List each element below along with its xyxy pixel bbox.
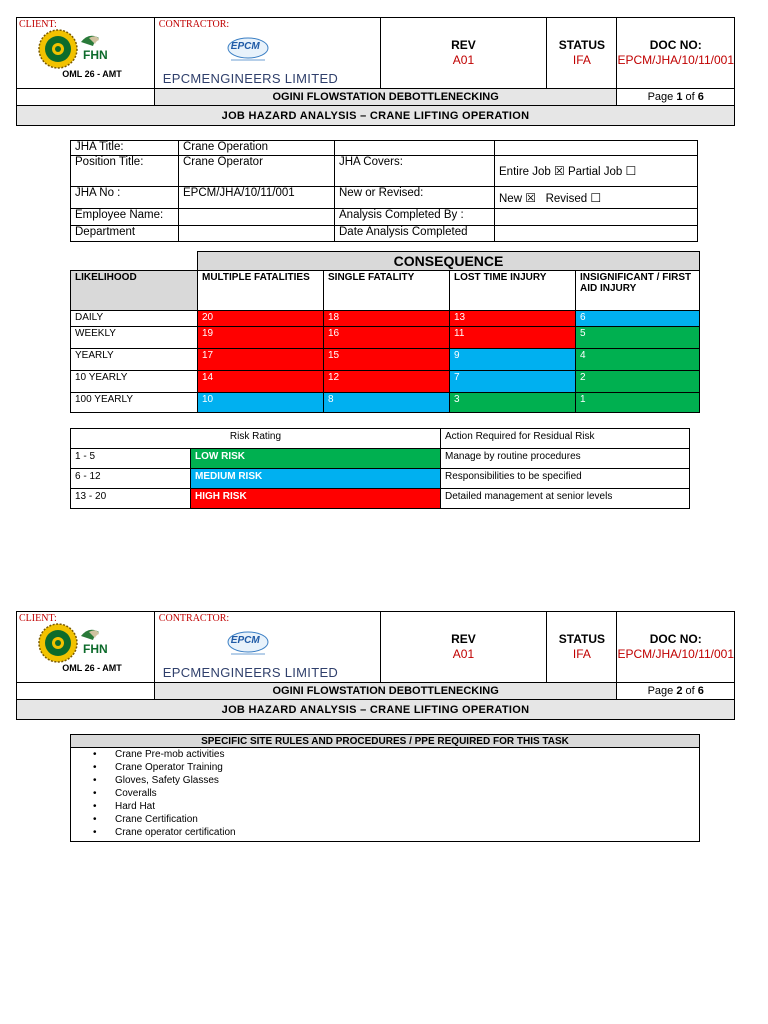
rev-value: A01	[452, 647, 475, 661]
risk-range: 1 - 5	[71, 449, 191, 469]
date-analysis-label: Date Analysis Completed	[335, 226, 495, 242]
risk-rating-table	[70, 428, 690, 509]
employee-name-value[interactable]	[179, 209, 335, 226]
col-single-fatality: SINGLE FATALITY	[324, 271, 450, 311]
doc-label: DOC NO:	[649, 632, 702, 646]
matrix-cell: 12	[324, 371, 450, 393]
risk-range: 13 - 20	[71, 489, 191, 509]
analysis-completed-value[interactable]	[495, 209, 698, 226]
matrix-cell: 1	[576, 393, 700, 413]
status-value: IFA	[572, 647, 591, 661]
page-number: Page 2 of 6	[617, 683, 735, 700]
fhn-logo-text: FHN	[83, 642, 108, 656]
page-2-header	[16, 611, 735, 720]
rev-cell	[380, 612, 547, 683]
doc-cell	[617, 18, 735, 89]
client-logo	[37, 28, 127, 68]
rev-label: REV	[451, 38, 476, 52]
page-number: Page 1 of 6	[617, 89, 735, 106]
site-rules-heading: SPECIFIC SITE RULES AND PROCEDURES / PPE REQUIRED FOR THIS TASK	[71, 735, 700, 748]
jha-no-label: JHA No :	[71, 187, 179, 209]
matrix-cell: 8	[324, 393, 450, 413]
risk-action: Detailed management at senior levels	[441, 489, 690, 509]
status-label: STATUS	[558, 38, 605, 52]
contractor-cell	[154, 18, 380, 89]
document-title: JOB HAZARD ANALYSIS – CRANE LIFTING OPERATION	[17, 106, 735, 126]
matrix-cell: 3	[450, 393, 576, 413]
status-cell	[547, 612, 617, 683]
department-label: Department	[71, 226, 179, 242]
matrix-cell: 11	[450, 327, 576, 349]
position-title-label: Position Title:	[71, 156, 179, 187]
oml-label: OML 26 - AMT	[62, 663, 122, 673]
entire-job-checkbox[interactable]: ☒	[553, 164, 565, 178]
contractor-cell	[154, 612, 380, 683]
new-revised-value: New ☒ Revised ☐	[495, 187, 698, 209]
status-label: STATUS	[558, 632, 605, 646]
contractor-label: CONTRACTOR:	[158, 19, 230, 30]
status-cell	[547, 18, 617, 89]
rev-cell	[380, 18, 547, 89]
row-10-yearly-label: 10 YEARLY	[71, 371, 198, 393]
matrix-cell: 7	[450, 371, 576, 393]
project-name: OGINI FLOWSTATION DEBOTTLENECKING	[154, 89, 617, 106]
company-name: EPCMENGINEERS LIMITED	[162, 665, 339, 680]
jha-title-label: JHA Title:	[71, 141, 179, 156]
col-lost-time-injury: LOST TIME INJURY	[450, 271, 576, 311]
matrix-cell: 14	[198, 371, 324, 393]
action-required-header: Action Required for Residual Risk	[441, 429, 690, 449]
matrix-cell: 17	[198, 349, 324, 371]
list-item: • Gloves, Safety Glasses	[93, 774, 695, 787]
list-item: • Coveralls	[93, 787, 695, 800]
client-logo	[37, 622, 127, 662]
date-analysis-value[interactable]	[495, 226, 698, 242]
epcm-logo	[223, 36, 273, 69]
contractor-label: CONTRACTOR:	[158, 613, 230, 624]
list-item: • Crane operator certification	[93, 826, 695, 839]
jha-covers-label: JHA Covers:	[335, 156, 495, 187]
ppe-list	[75, 748, 695, 841]
page-1-header	[16, 17, 735, 126]
risk-action: Manage by routine procedures	[441, 449, 690, 469]
jha-title-value: Crane Operation	[179, 141, 335, 156]
risk-level-high: HIGH RISK	[191, 489, 441, 509]
site-rules-table	[70, 734, 700, 842]
jha-info-table	[70, 140, 698, 242]
matrix-cell: 16	[324, 327, 450, 349]
doc-value: EPCM/JHA/10/11/001	[617, 647, 734, 661]
document-title: JOB HAZARD ANALYSIS – CRANE LIFTING OPERATION	[17, 700, 735, 720]
partial-job-checkbox[interactable]: ☐	[625, 164, 637, 178]
risk-action: Responsibilities to be specified	[441, 469, 690, 489]
consequence-title: CONSEQUENCE	[198, 252, 700, 271]
risk-level-medium: MEDIUM RISK	[191, 469, 441, 489]
list-item: • Crane Pre-mob activities	[93, 748, 695, 761]
client-cell	[17, 612, 155, 683]
project-name: OGINI FLOWSTATION DEBOTTLENECKING	[154, 683, 617, 700]
jha-covers-value: Entire Job ☒ Partial Job ☐	[495, 156, 698, 187]
position-title-value: Crane Operator	[179, 156, 335, 187]
new-checkbox[interactable]: ☒	[525, 190, 536, 205]
doc-label: DOC NO:	[649, 38, 702, 52]
client-label: CLIENT:	[19, 613, 57, 624]
jha-no-value: EPCM/JHA/10/11/001	[179, 187, 335, 209]
doc-cell	[617, 612, 735, 683]
matrix-cell: 6	[576, 311, 700, 327]
matrix-cell: 4	[576, 349, 700, 371]
row-yearly-label: YEARLY	[71, 349, 198, 371]
matrix-cell: 9	[450, 349, 576, 371]
list-item: • Crane Certification	[93, 813, 695, 826]
new-revised-label: New or Revised:	[335, 187, 495, 209]
risk-rating-header: Risk Rating	[71, 429, 441, 449]
row-daily-label: DAILY	[71, 311, 198, 327]
employee-name-label: Employee Name:	[71, 209, 179, 226]
status-value: IFA	[572, 53, 591, 67]
department-value[interactable]	[179, 226, 335, 242]
matrix-cell: 20	[198, 311, 324, 327]
analysis-completed-label: Analysis Completed By :	[335, 209, 495, 226]
client-label: CLIENT:	[19, 19, 57, 30]
col-first-aid-injury: INSIGNIFICANT / FIRST AID INJURY	[576, 271, 700, 311]
fhn-logo-text: FHN	[83, 48, 108, 62]
risk-range: 6 - 12	[71, 469, 191, 489]
col-multiple-fatalities: MULTIPLE FATALITIES	[198, 271, 324, 311]
matrix-cell: 13	[450, 311, 576, 327]
epcm-logo	[223, 630, 273, 663]
row-weekly-label: WEEKLY	[71, 327, 198, 349]
oml-label: OML 26 - AMT	[62, 69, 122, 79]
list-item: • Hard Hat	[93, 800, 695, 813]
client-cell	[17, 18, 155, 89]
matrix-cell: 5	[576, 327, 700, 349]
matrix-cell: 18	[324, 311, 450, 327]
consequence-matrix	[70, 251, 700, 413]
risk-level-low: LOW RISK	[191, 449, 441, 469]
rev-value: A01	[452, 53, 475, 67]
revised-checkbox[interactable]: ☐	[590, 190, 602, 205]
likelihood-header: LIKELIHOOD	[71, 271, 198, 311]
epcm-logo-text: EPCM	[230, 635, 260, 646]
matrix-cell: 19	[198, 327, 324, 349]
rev-label: REV	[451, 632, 476, 646]
matrix-cell: 15	[324, 349, 450, 371]
company-name: EPCMENGINEERS LIMITED	[162, 71, 339, 86]
list-item: • Crane Operator Training	[93, 761, 695, 774]
epcm-logo-text: EPCM	[230, 41, 260, 52]
doc-value: EPCM/JHA/10/11/001	[617, 53, 734, 67]
row-100-yearly-label: 100 YEARLY	[71, 393, 198, 413]
matrix-cell: 10	[198, 393, 324, 413]
matrix-cell: 2	[576, 371, 700, 393]
